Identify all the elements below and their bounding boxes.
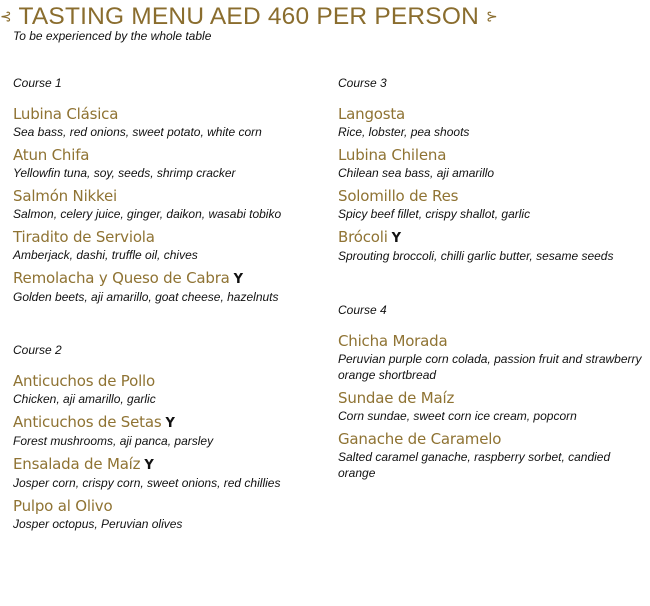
- dish-name: Tiradito de Serviola: [13, 228, 155, 246]
- dish-name-row: [338, 187, 648, 206]
- dish-item: [338, 430, 648, 481]
- dish-name: Sundae de Maíz: [338, 389, 455, 407]
- ornament-right-icon: ⊱: [486, 8, 498, 24]
- menu-subtitle: To be experienced by the whole table: [13, 29, 212, 43]
- dish-item: [338, 389, 648, 424]
- dish-item: [338, 146, 648, 181]
- dish-description: Rice, lobster, pea shoots: [338, 125, 470, 139]
- dish-name: Lubina Chilena: [338, 146, 447, 164]
- dish-description: Salted caramel ganache, raspberry sorbet, candied orange: [338, 450, 611, 480]
- dish-name: Remolacha y Queso de Cabra: [13, 269, 230, 287]
- vegetarian-icon: Y: [233, 272, 243, 287]
- dish-description: Sea bass, red onions, sweet potato, white corn: [13, 125, 262, 139]
- menu-title: [0, 2, 498, 31]
- dish-name: Salmón Nikkei: [13, 187, 117, 205]
- dish-item: [13, 269, 333, 305]
- dish-name: Atun Chifa: [13, 146, 90, 164]
- dish-description: Sprouting broccoli, chilli garlic butter, sesame seeds: [338, 249, 614, 263]
- dish-name: Ensalada de Maíz: [13, 455, 141, 473]
- course-label: Course 4: [338, 303, 387, 317]
- dish-name: Ganache de Caramelo: [338, 430, 502, 448]
- dish-name-row: [338, 332, 648, 351]
- dish-item: [338, 332, 648, 383]
- dish-name-row: [13, 372, 333, 391]
- dish-description: Spicy beef fillet, crispy shallot, garlic: [338, 207, 531, 221]
- dish-description: Corn sundae, sweet corn ice cream, popcorn: [338, 409, 577, 423]
- dish-item: [13, 455, 333, 491]
- dish-name-row: [13, 187, 333, 206]
- ornament-left-icon: ⊰: [0, 8, 12, 24]
- dish-item: [338, 105, 648, 140]
- vegetarian-icon: Y: [144, 458, 154, 473]
- vegetarian-icon: Y: [391, 231, 401, 246]
- dish-name-row: [13, 413, 333, 433]
- dish-item: [13, 413, 333, 449]
- dish-name: Pulpo al Olivo: [13, 497, 113, 515]
- dish-name-row: [13, 455, 333, 475]
- dish-item: [13, 105, 333, 140]
- dish-item: [13, 372, 333, 407]
- dish-description: Peruvian purple corn colada, passion fruit and strawberry orange shortbread: [338, 352, 642, 382]
- course-label: Course 3: [338, 76, 387, 90]
- dish-name: Brócoli: [338, 228, 388, 246]
- dish-description: Forest mushrooms, aji panca, parsley: [13, 434, 214, 448]
- dish-item: [338, 187, 648, 222]
- dish-name: Chicha Morada: [338, 332, 448, 350]
- dish-name-row: [338, 430, 648, 449]
- dish-item: [13, 497, 333, 532]
- dish-name-row: [338, 228, 648, 248]
- dish-name-row: [338, 105, 648, 124]
- dish-name-row: [13, 269, 333, 289]
- dish-name-row: [13, 497, 333, 516]
- dish-description: Yellowfin tuna, soy, seeds, shrimp cracker: [13, 166, 236, 180]
- dish-description: Salmon, celery juice, ginger, daikon, wasabi tobiko: [13, 207, 282, 221]
- course-label: Course 1: [13, 76, 62, 90]
- dish-description: Chicken, aji amarillo, garlic: [13, 392, 156, 406]
- course-label: Course 2: [13, 343, 62, 357]
- dish-description: Golden beets, aji amarillo, goat cheese, hazelnuts: [13, 290, 279, 304]
- dish-name: Langosta: [338, 105, 406, 123]
- dish-name-row: [13, 146, 333, 165]
- dish-name-row: [13, 228, 333, 247]
- course-2-section: [13, 343, 333, 538]
- course-3-section: [338, 76, 648, 270]
- dish-description: Amberjack, dashi, truffle oil, chives: [13, 248, 198, 262]
- dish-name: Anticuchos de Setas: [13, 413, 162, 431]
- course-4-section: [338, 303, 648, 487]
- dish-item: [338, 228, 648, 264]
- dish-name: Lubina Clásica: [13, 105, 119, 123]
- dish-name-row: [338, 389, 648, 408]
- dish-description: Josper corn, crispy corn, sweet onions, red chillies: [13, 476, 281, 490]
- menu-title-text: TASTING MENU AED 460 PER PERSON: [18, 3, 479, 30]
- dish-description: Josper octopus, Peruvian olives: [13, 517, 183, 531]
- course-1-section: [13, 76, 333, 311]
- dish-item: [13, 228, 333, 263]
- dish-item: [13, 146, 333, 181]
- dish-description: Chilean sea bass, aji amarillo: [338, 166, 495, 180]
- vegetarian-icon: Y: [165, 416, 175, 431]
- dish-item: [13, 187, 333, 222]
- dish-name-row: [338, 146, 648, 165]
- dish-name: Solomillo de Res: [338, 187, 459, 205]
- dish-name-row: [13, 105, 333, 124]
- dish-name: Anticuchos de Pollo: [13, 372, 156, 390]
